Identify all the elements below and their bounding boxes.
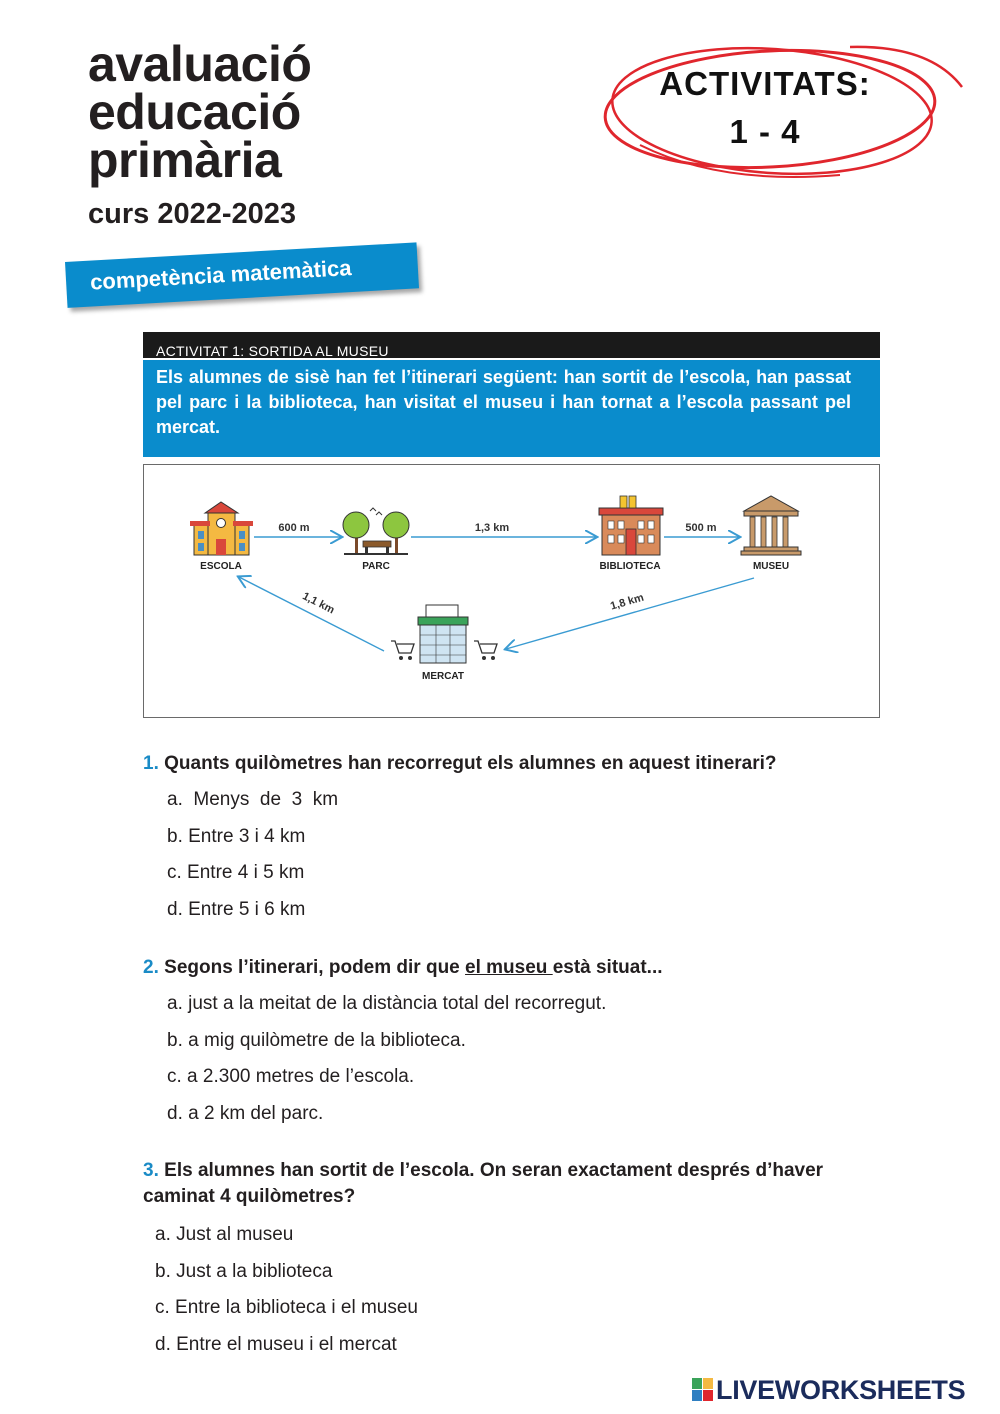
q2-option-d[interactable]: d. a 2 km del parc. bbox=[167, 1103, 324, 1124]
school-icon bbox=[190, 502, 253, 555]
distance-mercat-escola: 1,1 km bbox=[300, 590, 337, 617]
place-escola: ESCOLA bbox=[200, 561, 242, 572]
q1-option-d[interactable]: d. Entre 5 i 6 km bbox=[167, 899, 306, 920]
q3-option-a[interactable]: a. Just al museu bbox=[155, 1224, 294, 1245]
question-2 bbox=[143, 955, 883, 981]
q2-option-a[interactable]: a. just a la meitat de la distància total del recorregut. bbox=[167, 993, 607, 1014]
place-biblioteca: BIBLIOTECA bbox=[599, 561, 661, 572]
title-block bbox=[88, 36, 312, 231]
activities-label: ACTIVITATS: bbox=[659, 65, 871, 102]
park-icon bbox=[343, 508, 409, 555]
subject-banner bbox=[65, 242, 419, 308]
q2-option-c[interactable]: c. a 2.300 metres de l’escola. bbox=[167, 1066, 415, 1087]
place-museu: MUSEU bbox=[752, 561, 790, 572]
title-line-1: avaluació bbox=[88, 36, 312, 92]
itinerary-diagram bbox=[144, 465, 879, 717]
q3-option-d[interactable]: d. Entre el museu i el mercat bbox=[155, 1334, 397, 1355]
distance-biblioteca-museu: 500 m bbox=[685, 522, 717, 534]
school-year: curs 2022-2023 bbox=[88, 198, 296, 230]
arrow-museu-mercat bbox=[506, 578, 754, 649]
question-1-text: Quants quilòmetres han recorregut els alumnes en aquest itinerari? bbox=[164, 753, 777, 774]
activity-heading: ACTIVITAT 1: SORTIDA AL MUSEU bbox=[156, 343, 389, 359]
activity-heading-bar bbox=[143, 332, 880, 358]
question-3-number: 3. bbox=[143, 1160, 159, 1181]
distance-escola-parc: 600 m bbox=[278, 522, 310, 534]
q1-option-b[interactable]: b. Entre 3 i 4 km bbox=[167, 826, 306, 847]
cart-icon bbox=[391, 641, 414, 660]
liveworksheets-wordmark: LIVEWORKSHEETS bbox=[716, 1375, 966, 1405]
activity-intro-text: Els alumnes de sisè han fet l’itinerari següent: han sortit de l’escola, han passat pel parc i la biblioteca, han visitat el museu i han tornat a l’escola passant pel mercat. bbox=[156, 367, 851, 437]
question-2-text-start: Segons l’itinerari, podem dir que bbox=[164, 957, 466, 978]
question-1-number: 1. bbox=[143, 753, 159, 774]
red-circle-scribble bbox=[600, 25, 970, 185]
place-mercat: MERCAT bbox=[421, 671, 465, 682]
title-line-2: educació bbox=[88, 84, 301, 140]
market-icon bbox=[418, 605, 468, 663]
q1-option-c[interactable]: c. Entre 4 i 5 km bbox=[167, 862, 305, 883]
q3-option-c[interactable]: c. Entre la biblioteca i el museu bbox=[155, 1297, 418, 1318]
activity-intro-box bbox=[143, 360, 880, 457]
museum-icon bbox=[741, 496, 801, 555]
activities-range: 1 - 4 bbox=[729, 113, 801, 150]
q3-option-b[interactable]: b. Just a la biblioteca bbox=[155, 1261, 333, 1282]
distance-parc-biblioteca: 1,3 km bbox=[474, 522, 510, 534]
title-line-3: primària bbox=[88, 132, 282, 188]
question-3-text-line2: caminat 4 quilòmetres? bbox=[143, 1186, 356, 1207]
library-icon bbox=[599, 496, 663, 555]
question-2-number: 2. bbox=[143, 957, 159, 978]
subject-banner-label: competència matemàtica bbox=[89, 255, 353, 295]
question-2-underlined: el museu bbox=[465, 957, 553, 978]
question-3-text-line1: Els alumnes han sortit de l’escola. On seran exactament després d’haver bbox=[164, 1160, 824, 1181]
question-3 bbox=[143, 1158, 883, 1210]
activities-badge bbox=[600, 25, 970, 185]
cart-icon bbox=[474, 641, 497, 660]
liveworksheets-icon bbox=[692, 1378, 714, 1402]
arrow-mercat-escola bbox=[239, 577, 384, 651]
q2-option-b[interactable]: b. a mig quilòmetre de la biblioteca. bbox=[167, 1030, 466, 1051]
question-1 bbox=[143, 751, 883, 777]
itinerary-map bbox=[143, 464, 880, 718]
question-2-text-end: està situat... bbox=[552, 957, 663, 978]
q1-option-a[interactable]: a. Menys de 3 km bbox=[167, 789, 339, 810]
place-parc: PARC bbox=[362, 561, 390, 572]
distance-museu-mercat: 1,8 km bbox=[609, 591, 646, 613]
